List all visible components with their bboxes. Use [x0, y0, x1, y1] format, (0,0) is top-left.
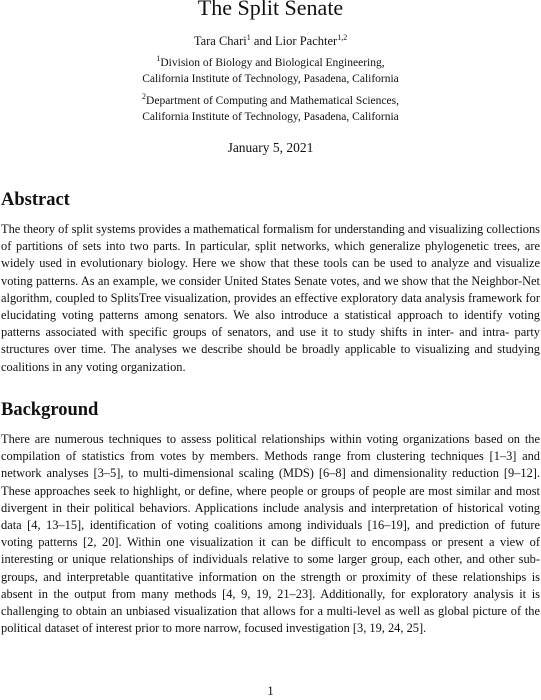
author-name: Tara Chari	[193, 34, 247, 48]
abstract-paragraph: The theory of split systems provides a mathematical formalism for understanding and visualizing collections of partitions of sets into two parts. In particular, split networks, which generalize phylogenetic trees, are widely used in evolutionary biology. Here we show that these tools can be used to analyze and visualize voting patterns. As an example, we consider United States Senate votes, and we show that the Neighbor-Net algorithm, coupled to SplitsTree visualization, provides an effective exploratory data analysis framework for elucidating voting patterns among senators. We also introduce a statistical approach to identify voting patterns associated with specific groups of senators, and use it to study shifts in inter- and intra- party structures over time. The analyses we describe should be broadly applicable to visualizing and studying coalitions in any voting organization.	[1, 222, 540, 374]
author-affiliation-mark: 1	[246, 33, 251, 42]
author-affiliation-mark: 1,2	[337, 33, 348, 42]
affiliation-line: Department of Computing and Mathematical Sciences,	[146, 95, 399, 107]
affiliation-line: California Institute of Technology, Pasadena, California	[142, 72, 399, 85]
author-conjunction: and	[250, 34, 276, 48]
affiliation-line: Division of Biology and Biological Engineering,	[160, 57, 385, 69]
background-paragraph: There are numerous techniques to assess political relationships within voting organizations based on the compilation of statistics from votes by members. Methods range from clustering techniques [1–3] and network analyses [3–5], to multi-dimensional scaling (MDS) [6–8] and dimensionality reduction [9–12]. These approaches seek to highlight, or define, where people or groups of people are most similar and most divergent in their political behaviors. Applications include analysis and interpretation of historical voting data [4, 13–15], identification of voting coalitions among individuals [16–19], and prediction of future voting patterns [2, 20]. Within one visualization it can be difficult to encompass or present a view of interesting or unique relationships of individuals relative to some larger group, each other, and other sub-groups, and interpretable quantitative information on the strength or proximity of these relationships is absent in the output from many methods [4, 9, 19, 21–23]. Additionally, for exploratory analysis it is challenging to obtain an unbiased visualization that allows for a multi-level as well as global picture of the political dataset of interest prior to more narrow, focused investigation [3, 19, 24, 25].	[1, 432, 540, 636]
section-heading-background: Background	[1, 400, 99, 420]
paper-title: The Split Senate	[197, 0, 344, 20]
affiliation-2	[0, 94, 541, 125]
affiliation-mark: 2	[142, 92, 147, 101]
author-line	[0, 33, 541, 49]
affiliation-1	[0, 56, 541, 87]
affiliation-mark: 1	[156, 54, 161, 63]
publication-date: January 5, 2021	[227, 140, 314, 155]
page-number: 1	[267, 684, 274, 698]
author-name: Lior Pachter	[275, 34, 338, 48]
affiliation-line: California Institute of Technology, Pasadena, California	[142, 110, 399, 123]
section-heading-abstract: Abstract	[1, 190, 70, 210]
